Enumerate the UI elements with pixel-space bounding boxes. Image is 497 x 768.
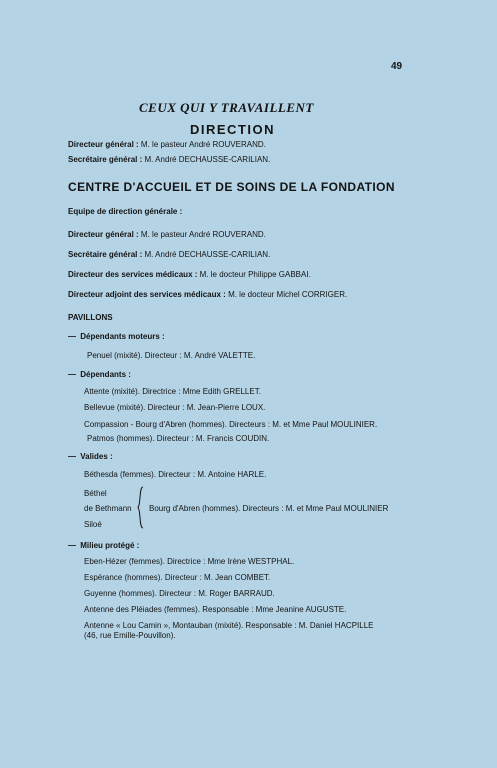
direction-heading: DIRECTION (190, 122, 275, 137)
direction-line (68, 155, 270, 165)
line-label: Secrétaire général : (68, 250, 143, 259)
line-value: M. le pasteur André ROUVERAND. (138, 230, 266, 239)
centre-line (68, 250, 270, 260)
subsection-text: Dépendants : (80, 370, 131, 379)
group-name: de Bethmann (84, 504, 132, 513)
pavillon-entry: Béthesda (femmes). Directeur : M. Antoine HARLE. (84, 470, 267, 479)
line-label: Directeur adjoint des services médicaux : (68, 290, 226, 299)
equipe-label: Equipe de direction générale : (68, 207, 183, 216)
centre-line (68, 270, 311, 280)
subsection-text: Valides : (80, 452, 113, 461)
dash-marker: — (68, 452, 76, 461)
line-value: M. André DECHAUSSE-CARILIAN. (142, 155, 271, 164)
group-name: Siloé (84, 520, 102, 529)
page-title: CEUX QUI Y TRAVAILLENT (139, 100, 314, 115)
curly-brace-icon (137, 486, 145, 529)
pavillon-entry: Attente (mixité). Directrice : Mme Edith GRELLET. (84, 387, 261, 396)
section-heading: CENTRE D'ACCUEIL ET DE SOINS DE LA FONDATION (68, 180, 395, 194)
pavillon-entry: Bellevue (mixité). Directeur : M. Jean-Pierre LOUX. (84, 403, 266, 412)
dash-marker: — (68, 332, 76, 341)
pavillon-entry: Espérance (hommes). Directeur : M. Jean COMBET. (84, 573, 271, 582)
pavillon-entry: Antenne des Pléiades (femmes). Responsable : Mme Jeanine AUGUSTE. (84, 605, 347, 614)
dash-marker: — (68, 541, 76, 550)
subsection-label (68, 452, 113, 462)
line-label: Directeur des services médicaux : (68, 270, 198, 279)
pavillons-heading: PAVILLONS (68, 313, 113, 322)
pavillon-entry: Eben-Hézer (femmes). Directrice : Mme Irène WESTPHAL. (84, 557, 295, 566)
pavillon-entry: Guyenne (hommes). Directeur : M. Roger BARRAUD. (84, 589, 275, 598)
subsection-label (68, 332, 165, 342)
pavillon-entry: (46, rue Emille-Pouvillon). (84, 631, 176, 640)
line-label: Directeur général : (68, 140, 139, 149)
direction-line (68, 140, 266, 150)
line-value: M. le docteur Michel CORRIGER. (225, 290, 348, 299)
page-number: 49 (391, 61, 403, 72)
subsection-label (68, 370, 131, 380)
line-label: Directeur général : (68, 230, 139, 239)
line-value: M. le docteur Philippe GABBAI. (197, 270, 311, 279)
line-label: Secrétaire général : (68, 155, 143, 164)
centre-line (68, 230, 266, 240)
subsection-text: Milieu protégé : (80, 541, 140, 550)
group-shared-entry: Bourg d'Abren (hommes). Directeurs : M. et Mme Paul MOULINIER (149, 504, 389, 513)
pavillon-entry: Compassion - Bourg d'Abren (hommes). Directeurs : M. et Mme Paul MOULINIER. (84, 420, 378, 429)
subsection-label (68, 541, 139, 551)
pavillon-entry: Penuel (mixité). Directeur : M. André VALETTE. (87, 351, 256, 360)
dash-marker: — (68, 370, 76, 379)
subsection-text: Dépendants moteurs : (80, 332, 165, 341)
centre-line (68, 290, 347, 300)
group-name: Béthel (84, 489, 107, 498)
pavillon-entry: Antenne « Lou Camin », Montauban (mixité). Responsable : M. Daniel HACPILLE (84, 621, 374, 630)
pavillon-entry: Patmos (hommes). Directeur : M. Francis COUDIN. (87, 434, 270, 443)
line-value: M. le pasteur André ROUVERAND. (138, 140, 266, 149)
line-value: M. André DECHAUSSE-CARILIAN. (142, 250, 271, 259)
